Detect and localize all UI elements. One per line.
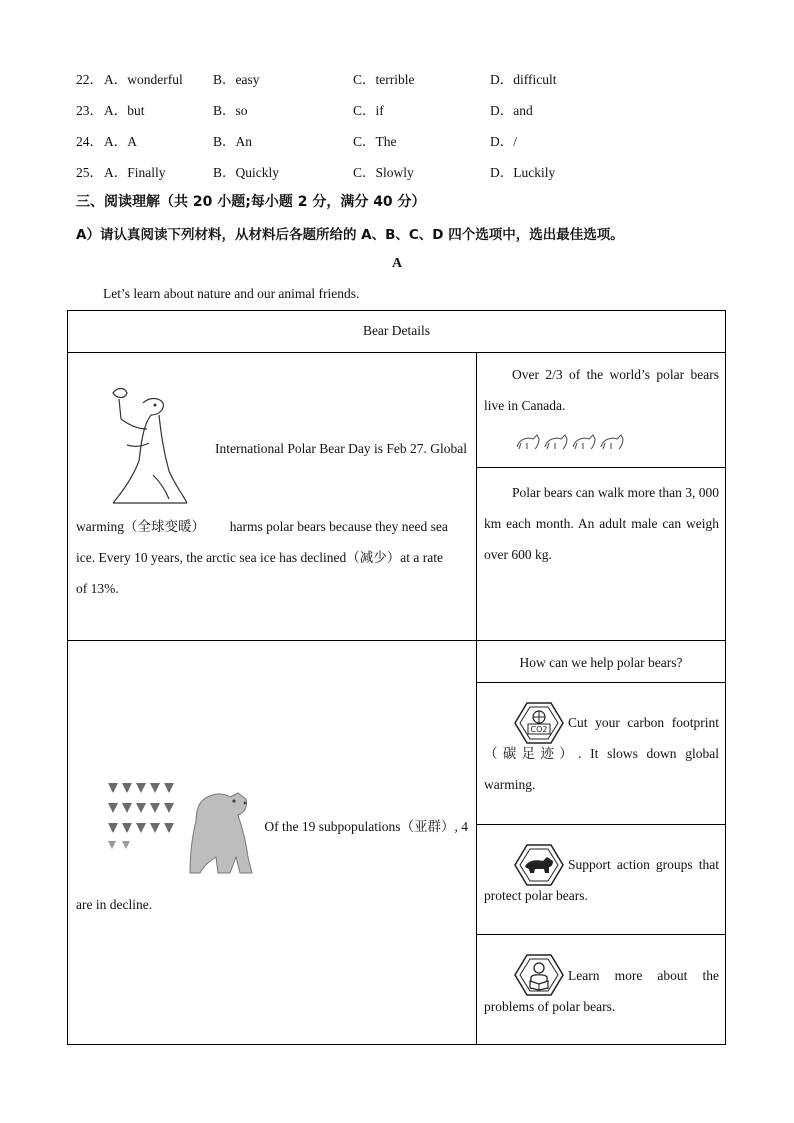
- option-d: D．/: [490, 134, 517, 149]
- option-a: A．A: [104, 134, 137, 149]
- subpopulations-illustration: [106, 777, 266, 889]
- warming-effect-text: harms polar bears because they need sea: [229, 519, 448, 534]
- option-b: B．easy: [213, 72, 260, 87]
- option-c: C．if: [353, 103, 384, 118]
- option-a: A．wonderful: [104, 72, 183, 87]
- global-warming-term: warming（全球变暖）: [76, 519, 205, 534]
- option-b: B．so: [213, 103, 248, 118]
- question-number: 25．: [76, 165, 103, 180]
- option-c: C．Slowly: [353, 165, 414, 180]
- walking-weight-text: Polar bears can walk more than 3, 000 km each month. An adult male can weigh over 600 kg.: [484, 485, 719, 562]
- sea-ice-text: ice. Every 10 years, the arctic sea ice has declined（减少）at a rate: [76, 550, 443, 565]
- table-divider: [477, 682, 725, 683]
- option-d: D．difficult: [490, 72, 557, 87]
- table-divider: [68, 640, 725, 641]
- option-c: C．terrible: [353, 72, 415, 87]
- table-divider: [477, 824, 725, 825]
- help-title: How can we help polar bears?: [519, 655, 683, 670]
- option-c: C．The: [353, 134, 397, 149]
- table-divider: [477, 934, 725, 935]
- learn-more-text: Learn more about the problems of polar bears.: [484, 968, 719, 1014]
- table-divider: [68, 352, 725, 353]
- question-number: 24．: [76, 134, 103, 149]
- svg-text:CO2: CO2: [530, 725, 548, 734]
- section-title: 三、阅读理解（共 20 小题;每小题 2 分，满分 40 分）: [76, 194, 426, 210]
- polar-bears-row-illustration: [515, 429, 635, 453]
- passage-intro: Let’s learn about nature and our animal friends.: [103, 286, 360, 301]
- decline-text: are in decline.: [76, 897, 153, 912]
- polar-bear-day-text: International Polar Bear Day is Feb 27. Global: [215, 441, 467, 456]
- option-d: D．and: [490, 103, 533, 118]
- warming-text-line: [76, 511, 468, 542]
- option-b: B．Quickly: [213, 165, 279, 180]
- question-number: 23．: [76, 103, 103, 118]
- section-instruction: A）请认真阅读下列材料，从材料后各题所给的 A、B、C、D 四个选项中，选出最佳选项。: [76, 227, 624, 243]
- sea-ice-rate-text: of 13%.: [76, 581, 119, 596]
- option-d: D．Luckily: [490, 165, 556, 180]
- option-a: A．Finally: [104, 165, 166, 180]
- bear-holding-fish-illustration: [103, 385, 198, 509]
- bear-details-table: [67, 310, 726, 1045]
- option-a: A．but: [104, 103, 145, 118]
- table-divider: [476, 352, 477, 1044]
- passage-letter: A: [391, 256, 403, 271]
- carbon-footprint-text: Cut your carbon footprint （碳足迹）. It slows down global warming.: [484, 715, 719, 792]
- support-groups-text: Support action groups that protect polar bears.: [484, 857, 719, 903]
- table-header: Bear Details: [362, 323, 431, 338]
- subpopulations-text: Of the 19 subpopulations（亚群）, 4: [264, 819, 468, 834]
- option-b: B．An: [213, 134, 253, 149]
- question-number: 22．: [76, 72, 103, 87]
- table-divider: [477, 467, 725, 468]
- canada-fact-text: Over 2/3 of the world’s polar bears live in Canada.: [484, 367, 719, 413]
